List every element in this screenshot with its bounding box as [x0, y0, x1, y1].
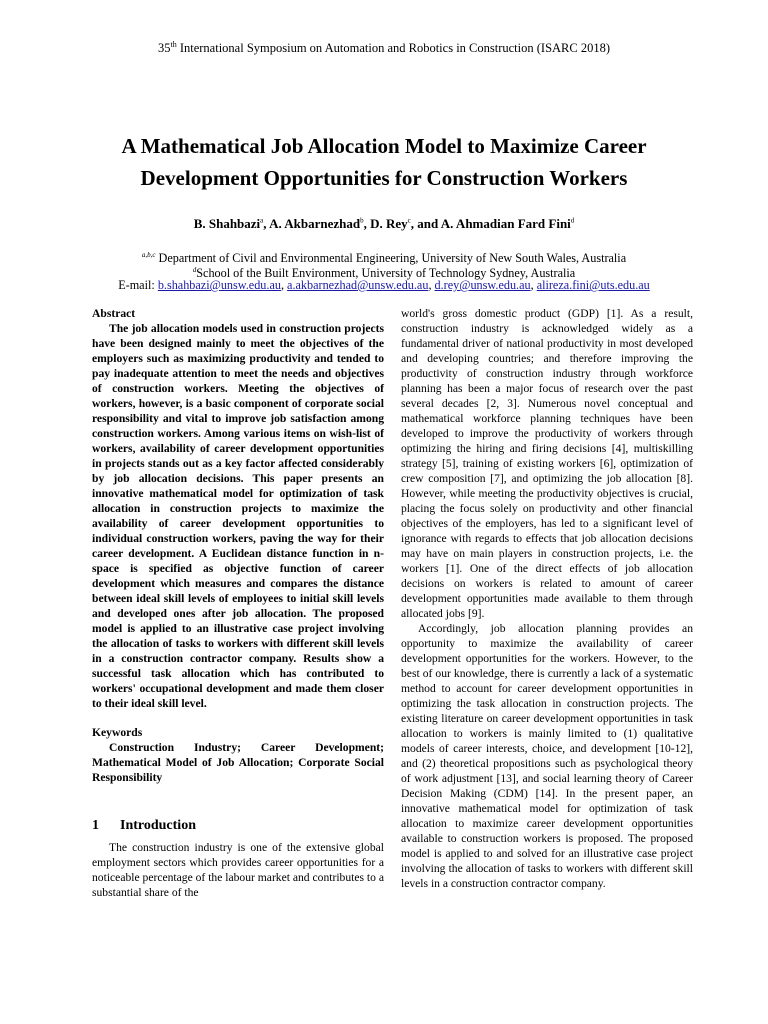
email-link[interactable]: a.akbarnezhad@unsw.edu.au [287, 278, 429, 292]
section-heading-introduction: 1 Introduction [92, 818, 196, 833]
email-link[interactable]: b.shahbazi@unsw.edu.au [157, 278, 281, 292]
email-line: E-mail: b.shahbazi@unsw.edu.au, a.akbarnezhad@unsw.edu.au, d.rey@unsw.edu.au, alireza.fini@uts.edu.au [118, 278, 650, 292]
keywords-text: Construction Industry; Career Development; Mathematical Model of Job Allocation; Corporate Social Responsibility [92, 741, 384, 784]
affiliation-unsw: $^{a,b,c}$ Department of Civil and Environmental Engineering, University of New South Wales, Australia [141, 251, 627, 266]
keywords-heading: Keywords [92, 726, 143, 739]
intro-paragraph-1-continued: world's gross domestic product (GDP) [1]. As a result, construction industry is acknowledged widely as a fundamental driver of national productivity in most developed and developing countries; and therefore improving the productivity of construction industry through workforce planning has been a major focus of research over the past several decades [2, 3]. Numerous novel conceptual and mathematical workforce planning techniques have been developed to improve the productivity of workers through optimizing the hiring and firing decisions [4], multiskilling strategy [5], training of existing workers [6], optimization of crew composition [7], and optimizing the job allocation [8]. However, while meeting the productivity objectives is crucial, placing the focus solely on productivity and other financial objectives of the employers, has led to a significant level of ignorance with regards to effects that job allocation decisions may have on main players in construction projects, i.e. the workers [1]. One of the direct effects of job allocation decisions on workers is related to amount of career development opportunities made available to them through allocated jobs [9]. [401, 307, 693, 620]
affiliation-uts: $^d$School of the Built Environment, University of Technology Sydney, Australia [192, 266, 576, 281]
abstract-text: The job allocation models used in construction projects have been designed mainly to meet the objectives of the employers such as maximizing productivity and tended to pay inadequate attention to meet the needs and objectives of construction workers. Meeting the objectives of workers, however, is a basic component of corporate social responsibility and vital to improve job satisfaction among construction workers. Among various items on wish-list of workers, availability of career development opportunities in projects stands out as a key factor affected considerably by job allocation decisions. This paper presents an innovative mathematical model for optimization of task allocation in construction projects to maximize the availability of career development opportunities to individual construction workers, paving the way for their career development. A Euclidean distance function in n-space is specified as objective function of career development which measures and compares the distance between ideal skill levels of employees to initial skill levels and developed ones after job allocation. The proposed model is applied to an illustrative case project involving the allocation of tasks to workers with different skill levels in a construction contractor company. Results show a successful task allocation which has contributed to workers' occupational development and made them closer to their ideal skill level. [92, 322, 384, 710]
email-link[interactable]: alireza.fini@uts.edu.au [536, 278, 650, 292]
intro-paragraph-1: The construction industry is one of the extensive global employment sectors which provides career opportunities for a noticeable percentage of the labour market and contributes to a substantial share of the [92, 841, 384, 899]
author-list: B. Shahbazi$^a$, A. Akbarnezhad$^b$, D. Rey$^c$, and A. Ahmadian Fard Fini$^d$ [193, 216, 575, 231]
abstract-heading: Abstract [92, 307, 136, 320]
intro-paragraph-2: Accordingly, job allocation planning provides an opportunity to maximize the availability of career development opportunities for the workers. However, to the best of our knowledge, there is currently a lack of a systematic method to account for career development opportunities in optimizing the task allocation in construction projects. The existing literature on career development opportunities in task allocation to workers is mainly limited to (1) qualitative models of career interests, choice, and development [10-12], and (2) theoretical propositions such as psychological theory of work adjustment [13], and social learning theory of Career Decision Making (CDM) [14]. In the present paper, an innovative mathematical model for optimization of task allocation to maximize career development opportunities available to construction workers is proposed. The proposed model is applied to and solved for an illustrative case project involving the allocation of tasks to workers with different skill levels in a construction contractor company. [401, 622, 693, 890]
conference-header: 35th International Symposium on Automation and Robotics in Construction (ISARC 2018) [157, 40, 611, 56]
paper-title: A Mathematical Job Allocation Model to Maximize Career Development Opportunities for Construction Workers [121, 134, 647, 190]
left-column [92, 306, 384, 785]
email-link[interactable]: d.rey@unsw.edu.au [434, 278, 531, 292]
right-column [401, 306, 693, 891]
